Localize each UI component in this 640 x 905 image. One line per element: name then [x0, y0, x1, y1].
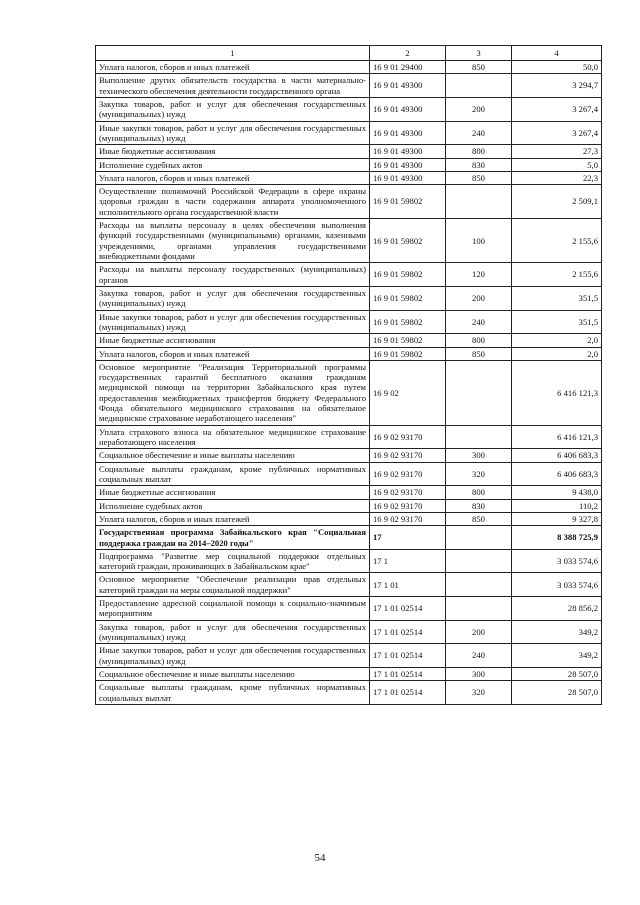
row-expense-type — [446, 597, 512, 621]
row-amount: 351,5 — [512, 310, 602, 334]
row-expense-type — [446, 360, 512, 425]
row-amount: 3 033 574,6 — [512, 573, 602, 597]
row-budget-code: 16 9 02 93170 — [370, 499, 446, 512]
row-amount: 28 856,2 — [512, 597, 602, 621]
row-description: Иные закупки товаров, работ и услуг для обеспечения государственных (муниципальных) нужд — [96, 310, 370, 334]
row-amount: 28 507,0 — [512, 681, 602, 705]
column-header-2: 2 — [370, 46, 446, 61]
row-amount: 6 406 683,3 — [512, 449, 602, 462]
row-budget-code: 16 9 01 59802 — [370, 219, 446, 263]
row-description: Иные бюджетные ассигнования — [96, 334, 370, 347]
row-expense-type: 300 — [446, 667, 512, 680]
row-expense-type: 320 — [446, 462, 512, 486]
row-description: Уплата страхового взноса на обязательное медицинское страхование неработающего населения — [96, 425, 370, 449]
row-description: Социальные выплаты гражданам, кроме публичных нормативных социальных выплат — [96, 681, 370, 705]
table-row — [96, 158, 602, 171]
row-budget-code: 17 1 01 02514 — [370, 597, 446, 621]
row-budget-code: 16 9 01 49300 — [370, 121, 446, 145]
row-amount: 3 267,4 — [512, 121, 602, 145]
row-description: Выполнение других обязательств государства в части материально-технического обеспечения деятельности государственного органа — [96, 74, 370, 98]
row-amount: 8 388 725,9 — [512, 526, 602, 550]
row-amount: 6 406 683,3 — [512, 462, 602, 486]
row-description: Социальное обеспечение и иные выплаты населению — [96, 667, 370, 680]
table-row — [96, 286, 602, 310]
row-amount: 2 509,1 — [512, 185, 602, 219]
row-expense-type: 120 — [446, 263, 512, 287]
row-amount: 349,2 — [512, 644, 602, 668]
row-amount: 9 327,8 — [512, 512, 602, 525]
row-description: Иные закупки товаров, работ и услуг для обеспечения государственных (муниципальных) нужд — [96, 121, 370, 145]
row-budget-code: 16 9 02 — [370, 360, 446, 425]
row-expense-type — [446, 526, 512, 550]
row-description: Исполнение судебных актов — [96, 158, 370, 171]
table-row — [96, 145, 602, 158]
row-description: Иные бюджетные ассигнования — [96, 486, 370, 499]
row-expense-type: 320 — [446, 681, 512, 705]
table-row — [96, 644, 602, 668]
row-expense-type — [446, 425, 512, 449]
row-description: Социальные выплаты гражданам, кроме публичных нормативных социальных выплат — [96, 462, 370, 486]
table-row — [96, 512, 602, 525]
row-description: Государственная программа Забайкальского края "Социальная поддержка граждан на 2014–2020 годы" — [96, 526, 370, 550]
table-row — [96, 462, 602, 486]
row-expense-type — [446, 573, 512, 597]
row-amount: 6 416 121,3 — [512, 360, 602, 425]
table-row — [96, 360, 602, 425]
table-row — [96, 620, 602, 644]
row-budget-code: 17 1 01 — [370, 573, 446, 597]
row-budget-code: 16 9 01 59802 — [370, 310, 446, 334]
row-expense-type: 100 — [446, 219, 512, 263]
row-description: Иные закупки товаров, работ и услуг для обеспечения государственных (муниципальных) нужд — [96, 644, 370, 668]
table-row — [96, 425, 602, 449]
row-expense-type: 200 — [446, 97, 512, 121]
row-expense-type: 830 — [446, 158, 512, 171]
row-amount: 2,0 — [512, 347, 602, 360]
row-expense-type: 200 — [446, 286, 512, 310]
row-description: Основное мероприятие "Реализация Территориальной программы государственных гарантий бесплатного оказания гражданам медицинской помощи на территории Забайкальского края путем предоставления межбюджетных трансфертов бюджету Федерального Фонда обязательного медицинского страхования на обязательное медицинское страхование неработающего населения" — [96, 360, 370, 425]
row-expense-type: 240 — [446, 644, 512, 668]
row-description: Уплата налогов, сборов и иных платежей — [96, 171, 370, 184]
row-expense-type: 200 — [446, 620, 512, 644]
row-expense-type — [446, 74, 512, 98]
row-description: Расходы на выплаты персоналу в целях обеспечения выполнения функций государственными (муниципальными) органами, казенными учреждениями, органами управления государственными внебюджетными фондами — [96, 219, 370, 263]
row-description: Предоставление адресной социальной помощи к социально-значимым мероприятиям — [96, 597, 370, 621]
table-row — [96, 486, 602, 499]
row-expense-type: 850 — [446, 171, 512, 184]
table-row — [96, 74, 602, 98]
table-row — [96, 347, 602, 360]
row-expense-type: 850 — [446, 61, 512, 74]
row-budget-code: 16 9 02 93170 — [370, 462, 446, 486]
row-budget-code: 16 9 02 93170 — [370, 449, 446, 462]
row-amount: 27,3 — [512, 145, 602, 158]
row-expense-type: 800 — [446, 145, 512, 158]
row-budget-code: 16 9 01 49300 — [370, 97, 446, 121]
row-expense-type: 830 — [446, 499, 512, 512]
row-amount: 5,0 — [512, 158, 602, 171]
table-row — [96, 121, 602, 145]
row-expense-type — [446, 185, 512, 219]
row-budget-code: 16 9 01 59802 — [370, 263, 446, 287]
row-budget-code: 16 9 02 93170 — [370, 486, 446, 499]
table-row — [96, 449, 602, 462]
row-amount: 349,2 — [512, 620, 602, 644]
row-expense-type: 850 — [446, 512, 512, 525]
row-budget-code: 16 9 01 59802 — [370, 286, 446, 310]
row-budget-code: 16 9 01 59802 — [370, 334, 446, 347]
table-row — [96, 681, 602, 705]
row-description: Уплата налогов, сборов и иных платежей — [96, 512, 370, 525]
table-row — [96, 219, 602, 263]
row-amount: 3 033 574,6 — [512, 549, 602, 573]
header-row — [96, 46, 602, 61]
row-budget-code: 16 9 01 49300 — [370, 158, 446, 171]
table-row — [96, 263, 602, 287]
row-expense-type: 850 — [446, 347, 512, 360]
row-amount: 2,0 — [512, 334, 602, 347]
row-expense-type: 800 — [446, 486, 512, 499]
row-description: Социальное обеспечение и иные выплаты населению — [96, 449, 370, 462]
row-amount: 9 438,0 — [512, 486, 602, 499]
row-amount: 50,0 — [512, 61, 602, 74]
table-row — [96, 97, 602, 121]
row-description: Закупка товаров, работ и услуг для обеспечения государственных (муниципальных) нужд — [96, 286, 370, 310]
row-description: Осуществление полномочий Российской Федерации в сфере охраны здоровья граждан в части содержания аппарата уполномоченного исполнительного органа государственной власти — [96, 185, 370, 219]
row-description: Расходы на выплаты персоналу государственных (муниципальных) органов — [96, 263, 370, 287]
row-expense-type: 800 — [446, 334, 512, 347]
row-budget-code: 16 9 02 93170 — [370, 425, 446, 449]
table-row — [96, 573, 602, 597]
row-description: Иные бюджетные ассигнования — [96, 145, 370, 158]
table-row — [96, 334, 602, 347]
row-expense-type: 300 — [446, 449, 512, 462]
table-row — [96, 597, 602, 621]
table-row — [96, 499, 602, 512]
row-amount: 22,3 — [512, 171, 602, 184]
row-expense-type: 240 — [446, 121, 512, 145]
row-budget-code: 17 1 — [370, 549, 446, 573]
budget-table — [95, 45, 602, 705]
table-row — [96, 667, 602, 680]
column-header-4: 4 — [512, 46, 602, 61]
table-row — [96, 549, 602, 573]
row-amount: 2 155,6 — [512, 263, 602, 287]
row-amount: 3 267,4 — [512, 97, 602, 121]
row-amount: 6 416 121,3 — [512, 425, 602, 449]
row-budget-code: 17 — [370, 526, 446, 550]
row-description: Закупка товаров, работ и услуг для обеспечения государственных (муниципальных) нужд — [96, 97, 370, 121]
table-body — [96, 61, 602, 705]
row-budget-code: 16 9 01 49300 — [370, 74, 446, 98]
row-budget-code: 16 9 01 29400 — [370, 61, 446, 74]
row-description: Закупка товаров, работ и услуг для обеспечения государственных (муниципальных) нужд — [96, 620, 370, 644]
row-amount: 3 294,7 — [512, 74, 602, 98]
row-description: Подпрограмма "Развитие мер социальной поддержки отдельных категорий граждан, проживающих в Забайкальском крае" — [96, 549, 370, 573]
table-row — [96, 171, 602, 184]
row-budget-code: 17 1 01 02514 — [370, 620, 446, 644]
column-header-1: 1 — [96, 46, 370, 61]
row-description: Уплата налогов, сборов и иных платежей — [96, 347, 370, 360]
row-expense-type: 240 — [446, 310, 512, 334]
row-budget-code: 16 9 01 59802 — [370, 347, 446, 360]
page-number: 54 — [314, 852, 326, 864]
row-budget-code: 17 1 01 02514 — [370, 644, 446, 668]
table-row — [96, 61, 602, 74]
row-description: Основное мероприятие "Обеспечение реализации прав отдельных категорий граждан на меры социальной поддержки" — [96, 573, 370, 597]
row-expense-type — [446, 549, 512, 573]
row-amount: 2 155,6 — [512, 219, 602, 263]
row-budget-code: 17 1 01 02514 — [370, 667, 446, 680]
column-header-3: 3 — [446, 46, 512, 61]
row-description: Уплата налогов, сборов и иных платежей — [96, 61, 370, 74]
row-amount: 110,2 — [512, 499, 602, 512]
row-budget-code: 16 9 01 59802 — [370, 185, 446, 219]
row-budget-code: 16 9 01 49300 — [370, 145, 446, 158]
row-budget-code: 16 9 01 49300 — [370, 171, 446, 184]
row-budget-code: 16 9 02 93170 — [370, 512, 446, 525]
row-description: Исполнение судебных актов — [96, 499, 370, 512]
row-amount: 351,5 — [512, 286, 602, 310]
table-row — [96, 185, 602, 219]
table-row — [96, 526, 602, 550]
table-row — [96, 310, 602, 334]
row-amount: 28 507,0 — [512, 667, 602, 680]
row-budget-code: 17 1 01 02514 — [370, 681, 446, 705]
